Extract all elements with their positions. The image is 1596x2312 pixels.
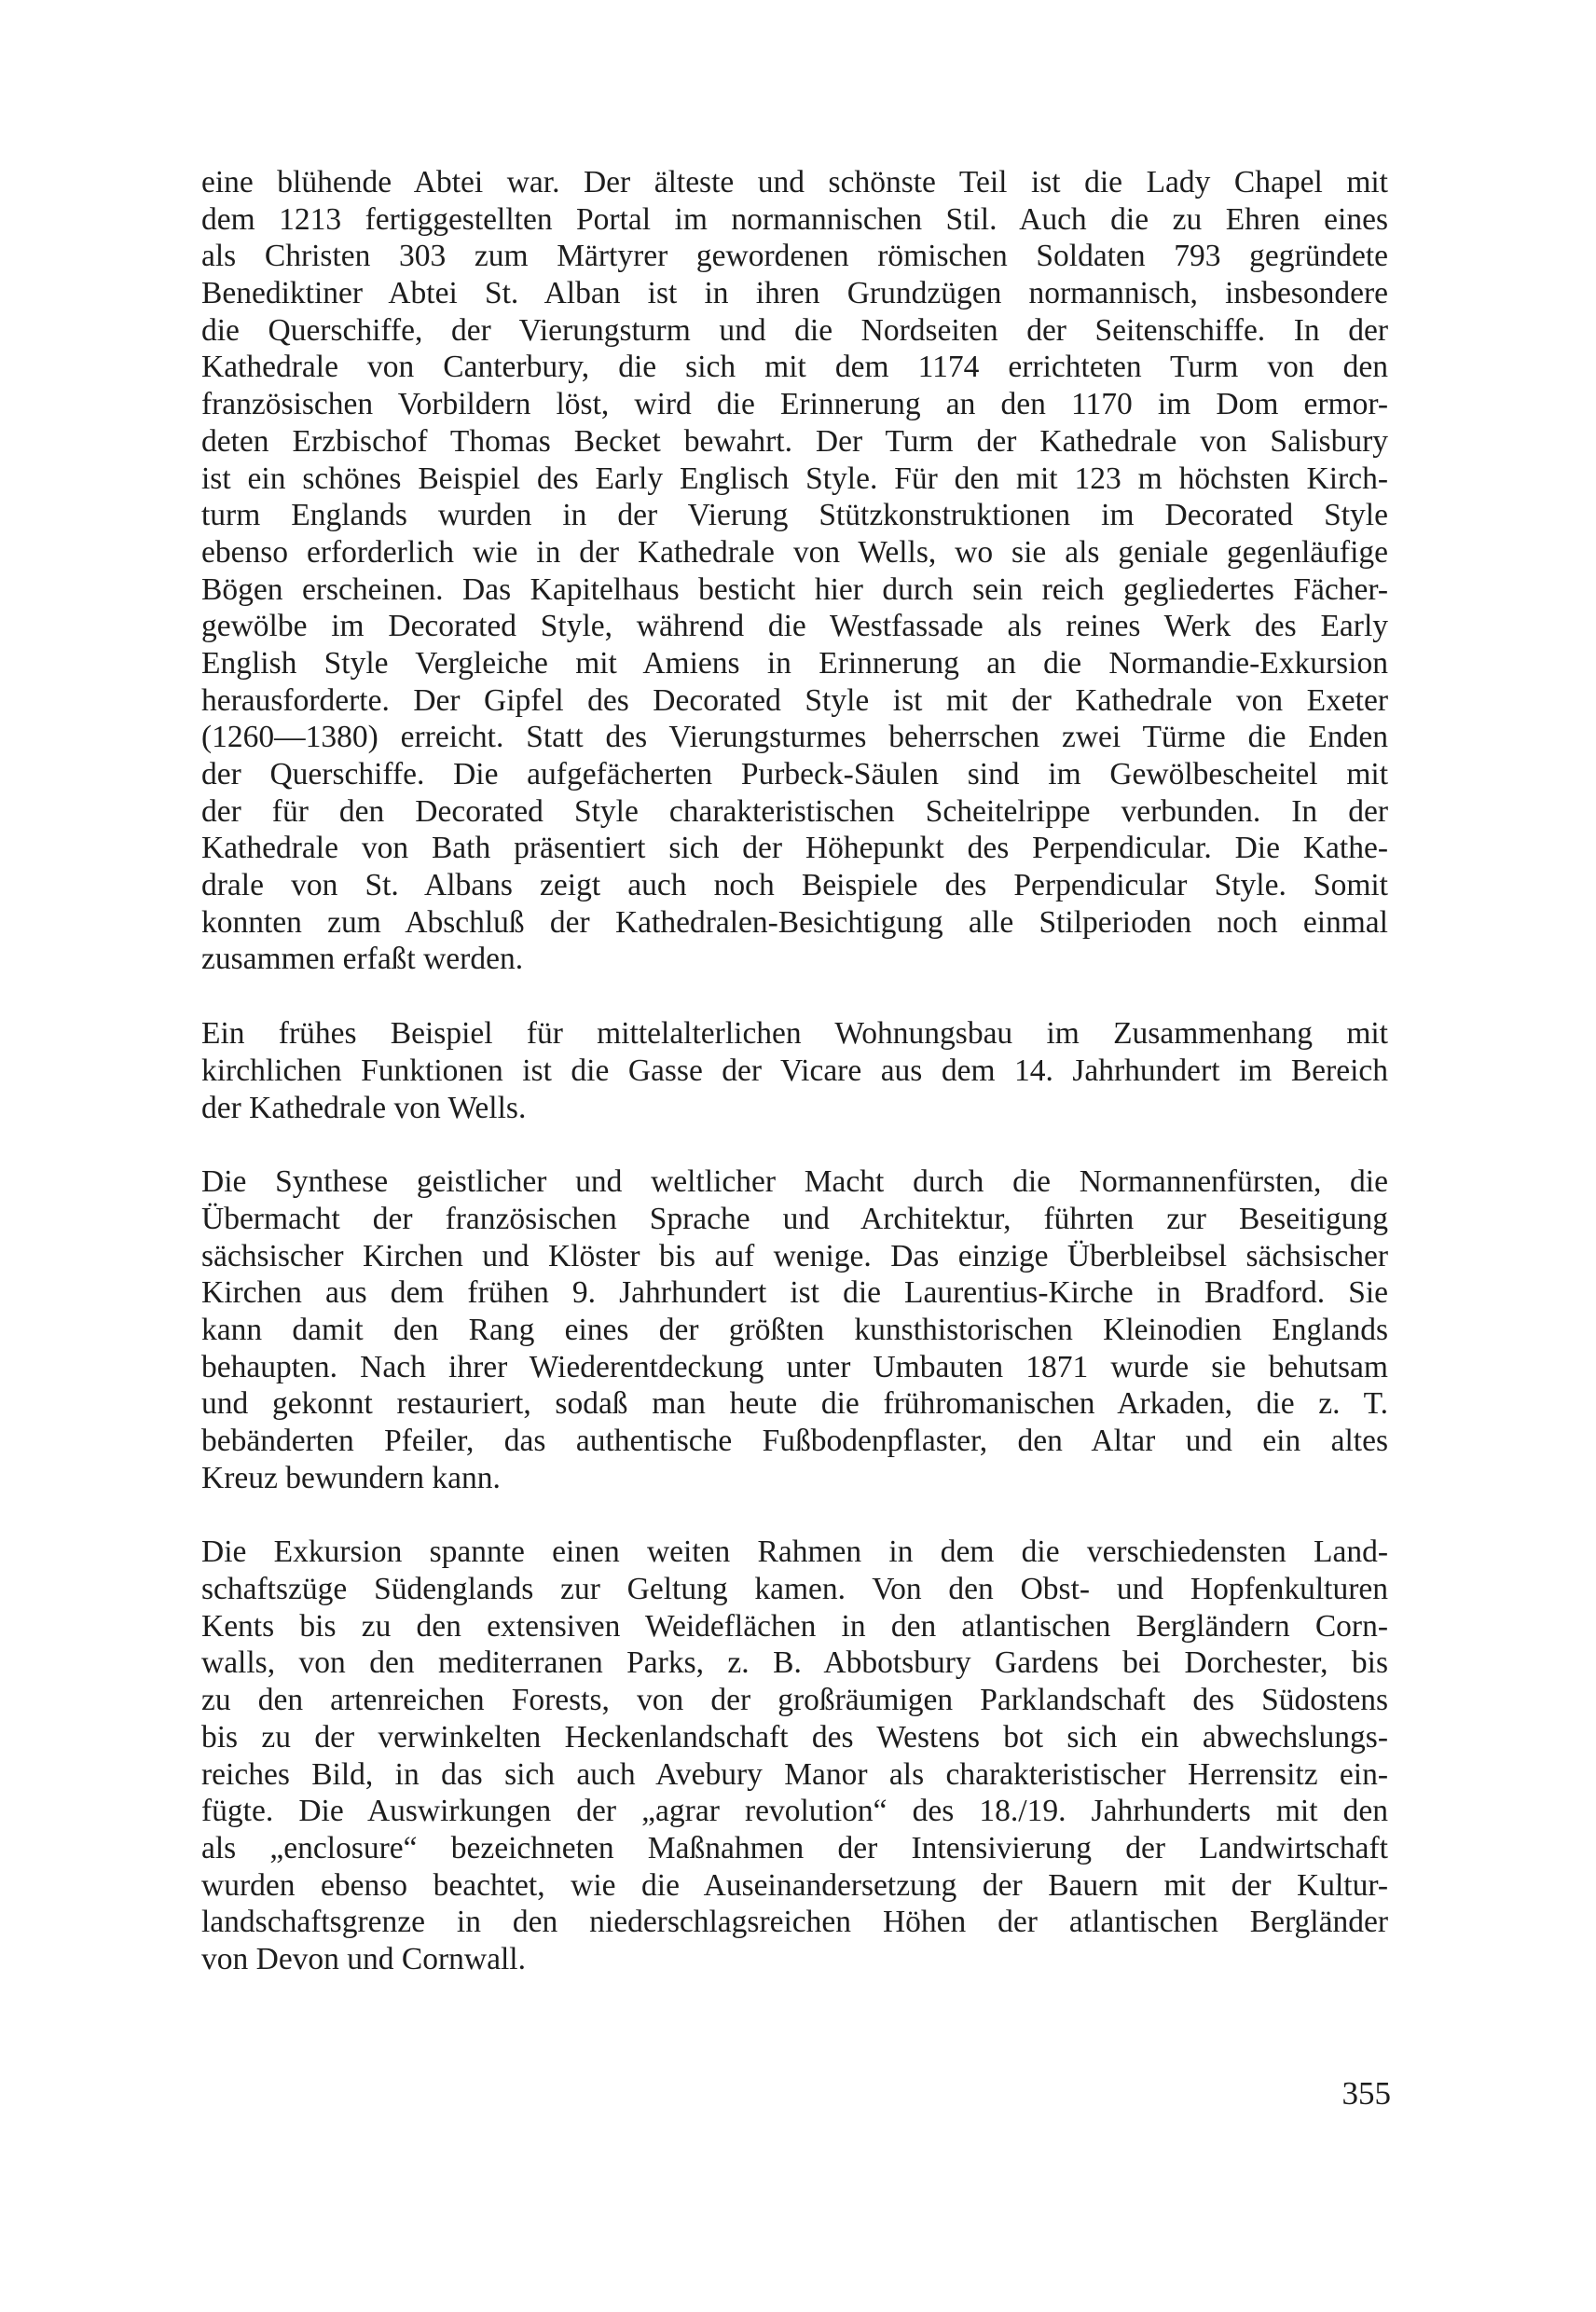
text-line: English Style Vergleiche mit Amiens in Erinnerung an die Normandie-Exkursion (201, 645, 1388, 681)
text-line: deten Erzbischof Thomas Becket bewahrt. Der Turm der Kathedrale von Salisbury (201, 423, 1388, 459)
text-line: ist ein schönes Beispiel des Early Englisch Style. Für den mit 123 m höchsten Kirch- (201, 461, 1388, 496)
text-line: zu den artenreichen Forests, von der großräumigen Parklandschaft des Südostens (201, 1683, 1388, 1718)
text-line: und gekonnt restauriert, sodaß man heute die frühromanischen Arkaden, die z. T. (201, 1386, 1388, 1422)
text-line: reiches Bild, in das sich auch Avebury Manor als charakteristischer Herrensitz ein- (201, 1756, 1388, 1792)
text-line: kirchlichen Funktionen ist die Gasse der Vicare aus dem 14. Jahrhundert im Bereich (201, 1053, 1388, 1088)
text-line: konnten zum Abschluß der Kathedralen-Besichtigung alle Stilperioden noch einmal (201, 904, 1388, 940)
text-line: Die Exkursion spannte einen weiten Rahmen in dem die verschiedensten Land- (201, 1534, 1388, 1570)
text-line: französischen Vorbildern löst, wird die Erinnerung an den 1170 im Dom ermor- (201, 387, 1388, 422)
text-line: fügte. Die Auswirkungen der „agrar revolution“ des 18./19. Jahrhunderts mit den (201, 1794, 1388, 1829)
text-line: behaupten. Nach ihrer Wiederentdeckung unter Umbauten 1871 wurde sie behutsam (201, 1349, 1388, 1384)
text-line: herausforderte. Der Gipfel des Decorated Style ist mit der Kathedrale von Exeter (201, 682, 1388, 718)
paragraph (201, 1534, 1388, 1977)
text-line: Benediktiner Abtei St. Alban ist in ihren Grundzügen normannisch, insbesondere (201, 276, 1388, 311)
page-number: 355 (1341, 2075, 1391, 2112)
text-line: turm Englands wurden in der Vierung Stützkonstruktionen im Decorated Style (201, 498, 1388, 533)
text-line: schaftszüge Südenglands zur Geltung kamen. Von den Obst- und Hopfenkulturen (201, 1572, 1388, 1607)
text-line: der Kathedrale von Wells. (201, 1090, 527, 1125)
text-line: walls, von den mediterranen Parks, z. B. Abbotsbury Gardens bei Dorchester, bis (201, 1645, 1388, 1681)
text-line: drale von St. Albans zeigt auch noch Beispiele des Perpendicular Style. Somit (201, 868, 1388, 903)
text-line: bis zu der verwinkelten Heckenlandschaft des Westens bot sich ein abwechslungs- (201, 1719, 1388, 1755)
text-line: bebänderten Pfeiler, das authentische Fußbodenpflaster, den Altar und ein altes (201, 1424, 1388, 1458)
text-line: ebenso erforderlich wie in der Kathedrale von Wells, wo sie als geniale gegenläufige (201, 534, 1388, 570)
text-line: wurden ebenso beachtet, wie die Auseinandersetzung der Bauern mit der Kultur- (201, 1867, 1388, 1903)
text-line: Kathedrale von Bath präsentiert sich der Höhepunkt des Perpendicular. Die Kathe- (201, 831, 1388, 866)
text-line: landschaftsgrenze in den niederschlagsreichen Höhen der atlantischen Bergländer (201, 1905, 1388, 1940)
text-line: Übermacht der französischen Sprache und Architektur, führten zur Beseitigung (201, 1201, 1388, 1236)
text-line: zusammen erfaßt werden. (201, 942, 524, 977)
text-line: kann damit den Rang eines der größten kunsthistorischen Kleinodien Englands (201, 1312, 1388, 1347)
text-line: als „enclosure“ bezeichneten Maßnahmen der Intensivierung der Landwirtschaft (201, 1830, 1388, 1865)
text-line: gewölbe im Decorated Style, während die Westfassade als reines Werk des Early (201, 609, 1388, 644)
body-text (201, 164, 1388, 1978)
text-line: sächsischer Kirchen und Klöster bis auf wenige. Das einzige Überbleibsel sächsischer (201, 1238, 1388, 1273)
text-line: der für den Decorated Style charakteristischen Scheitelrippe verbunden. In der (201, 793, 1388, 829)
text-line: die Querschiffe, der Vierungsturm und die Nordseiten der Seitenschiffe. In der (201, 312, 1388, 348)
text-line: Kirchen aus dem frühen 9. Jahrhundert ist die Laurentius-Kirche in Bradford. Sie (201, 1275, 1388, 1311)
text-line: (1260—1380) erreicht. Statt des Vierungsturmes beherrschen zwei Türme die Enden (201, 720, 1388, 755)
text-line: Kathedrale von Canterbury, die sich mit dem 1174 errichteten Turm von den (201, 350, 1388, 385)
text-line: Ein frühes Beispiel für mittelalterlichen Wohnungsbau im Zusammenhang mit (201, 1016, 1388, 1052)
text-line: Kents bis zu den extensiven Weideflächen in den atlantischen Bergländern Corn- (201, 1608, 1388, 1644)
text-line: als Christen 303 zum Märtyrer gewordenen römischen Soldaten 793 gegründete (201, 239, 1388, 274)
text-line: Die Synthese geistlicher und weltlicher Macht durch die Normannenfürsten, die (201, 1164, 1388, 1200)
text-line: eine blühende Abtei war. Der älteste und schönste Teil ist die Lady Chapel mit (201, 165, 1388, 200)
text-line: von Devon und Cornwall. (201, 1941, 526, 1976)
text-line: Kreuz bewundern kann. (201, 1460, 501, 1495)
text-line: der Querschiffe. Die aufgefächerten Purbeck-Säulen sind im Gewölbescheitel mit (201, 757, 1388, 791)
text-line: dem 1213 fertiggestellten Portal im normannischen Stil. Auch die zu Ehren eines (201, 201, 1388, 237)
paragraph (201, 1015, 1388, 1126)
paragraph (201, 164, 1388, 978)
text-line: Bögen erscheinen. Das Kapitelhaus besticht hier durch sein reich gegliedertes Fächer- (201, 571, 1388, 607)
paragraph (201, 1163, 1388, 1496)
